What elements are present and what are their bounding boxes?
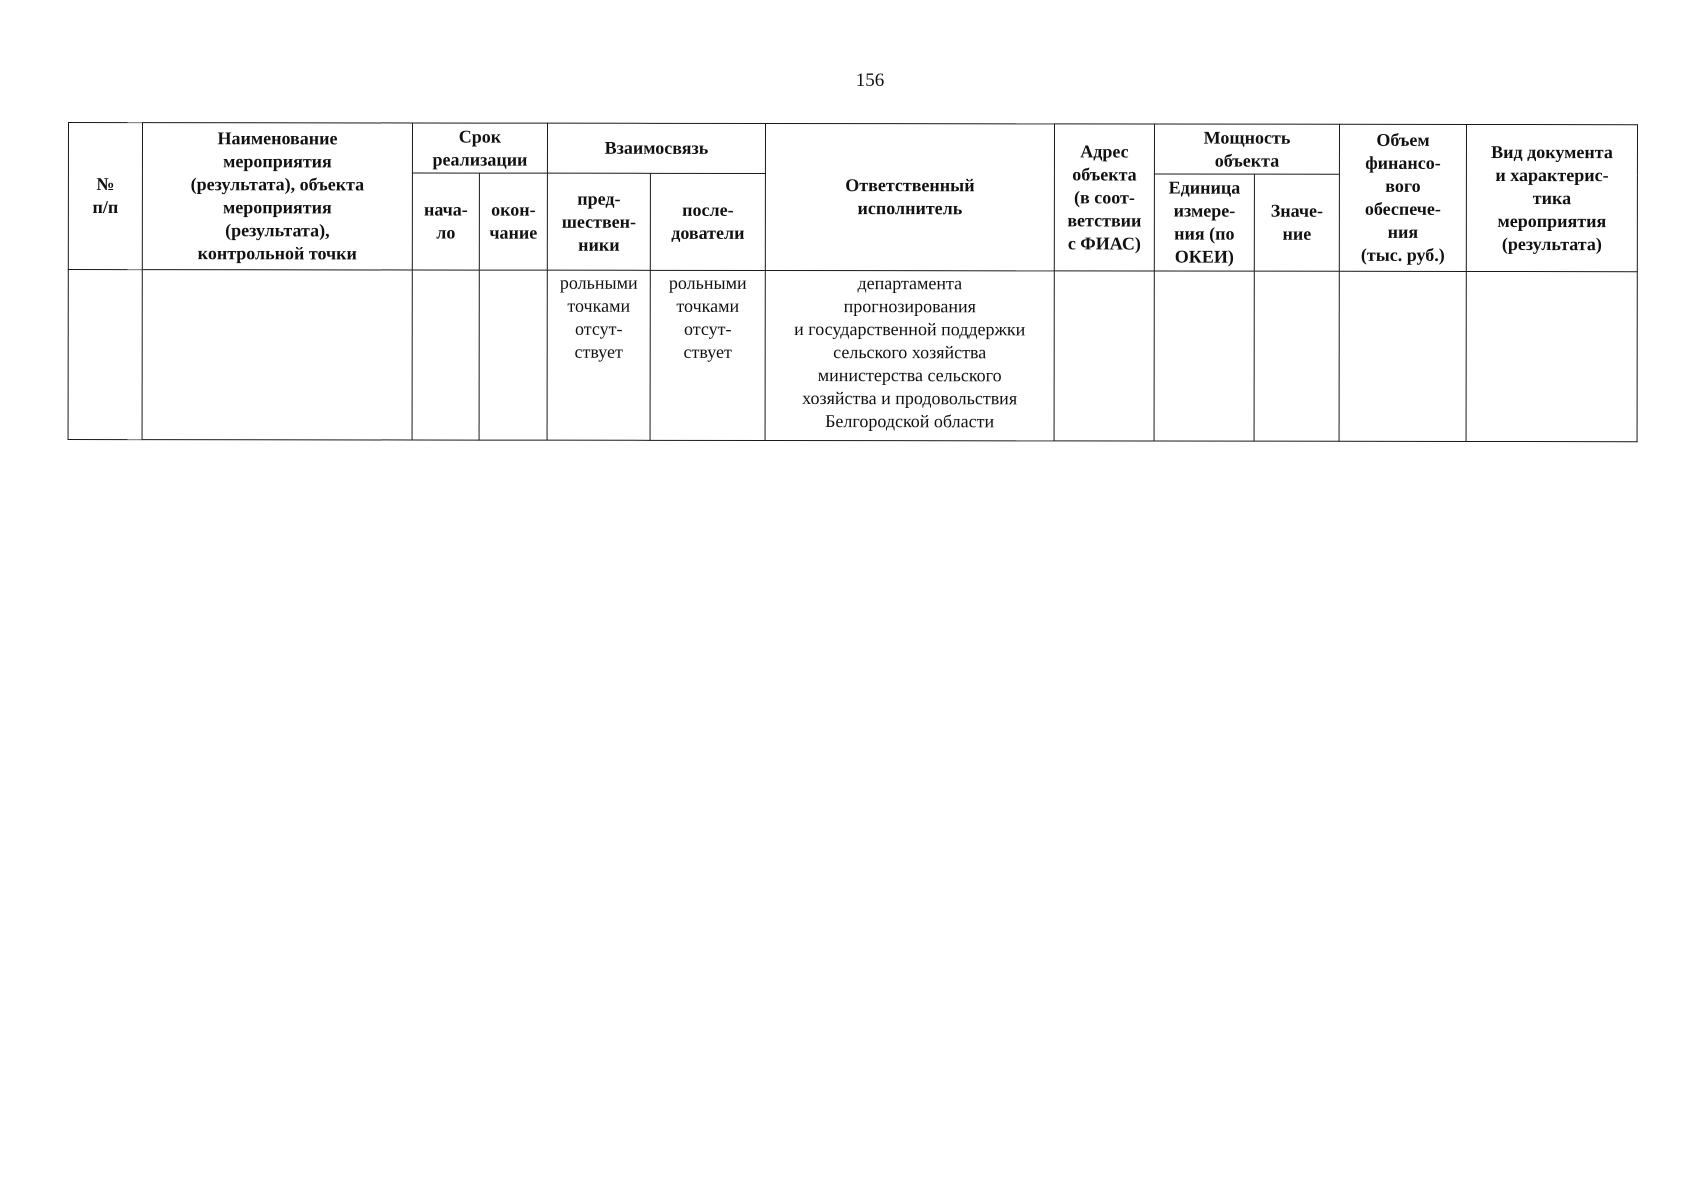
header-financing-volume: Объем финансо- вого обеспече- ния (тыс. руб.) (1339, 124, 1466, 271)
cell-number (68, 270, 142, 440)
header-capacity-value: Значе- ние (1254, 174, 1339, 271)
header-relationship: Взаимосвязь (547, 123, 765, 173)
header-row-1 (68, 123, 1637, 175)
header-implementation-term: Срок реализации (412, 123, 547, 173)
header-predecessors: пред- шествен- ники (547, 173, 650, 270)
cell-document-type (1466, 271, 1637, 441)
header-term-start: нача- ло (412, 173, 479, 270)
header-term-end: окон- чание (479, 173, 547, 270)
header-successors: после- дователи (650, 173, 765, 270)
cell-term-end (479, 270, 547, 440)
header-responsible-executor: Ответственный исполнитель (765, 123, 1054, 270)
header-capacity-unit: Единица измере- ния (по ОКЕИ) (1154, 174, 1254, 271)
cell-financing-volume (1339, 271, 1466, 441)
cell-event-name (142, 270, 412, 440)
header-event-name: Наименование мероприятия (результата), объекта мероприятия (результата), контрольной точки (142, 123, 412, 270)
cell-term-start (412, 270, 479, 440)
cell-predecessors: рольными точками отсут- ствует (547, 270, 650, 440)
header-object-address: Адрес объекта (в соот- ветствии с ФИАС) (1054, 124, 1154, 271)
page-number: 156 (855, 70, 885, 91)
header-object-capacity: Мощность объекта (1154, 124, 1339, 174)
event-plan-table (68, 122, 1638, 442)
cell-successors: рольными точками отсут- ствует (650, 270, 765, 440)
cell-object-address (1054, 271, 1154, 441)
cell-capacity-value (1254, 271, 1339, 441)
cell-responsible-executor: департамента прогнозирования и государственной поддержки сельского хозяйства министерства сельского хозяйства и продовольствия Белгородской области (765, 270, 1054, 440)
table-row (68, 270, 1637, 442)
header-document-type: Вид документа и характерис- тика мероприятия (результата) (1466, 124, 1637, 271)
cell-capacity-unit (1154, 271, 1254, 441)
header-number: № п/п (68, 123, 142, 270)
